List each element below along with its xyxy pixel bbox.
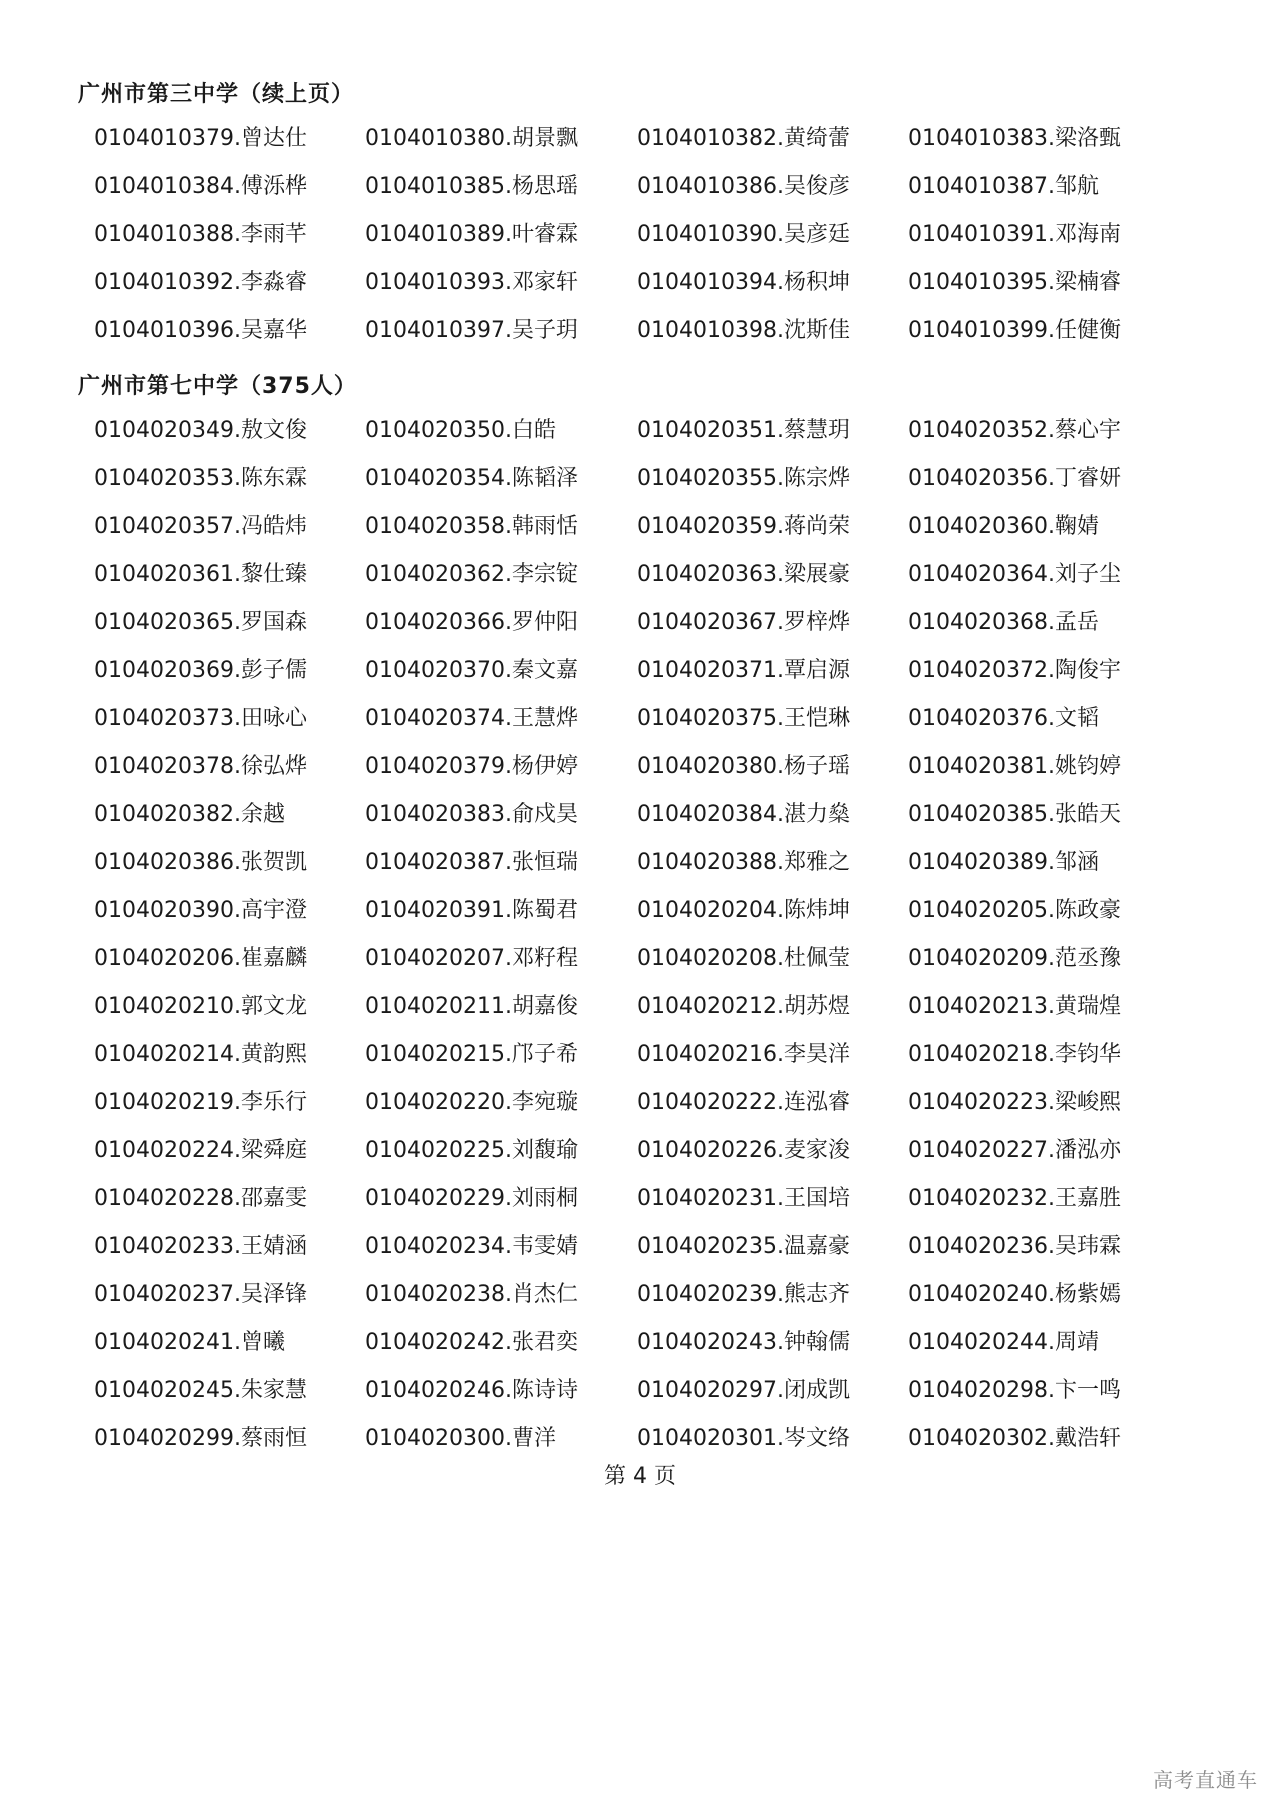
list-item: 0104020381.姚钧婷 xyxy=(908,754,1121,779)
list-item: 0104020240.杨紫嫣 xyxy=(908,1282,1121,1307)
list-item: 0104020368.孟岳 xyxy=(908,610,1099,635)
list-item: 0104020387.张恒瑞 xyxy=(365,850,578,875)
list-item: 0104020385.张皓天 xyxy=(908,802,1121,827)
list-item: 0104020299.蔡雨恒 xyxy=(94,1426,307,1451)
list-row xyxy=(94,704,1214,752)
list-row xyxy=(94,416,1214,464)
list-item: 0104010389.叶睿霖 xyxy=(365,222,578,247)
list-item: 0104020365.罗国森 xyxy=(94,610,307,635)
list-item: 0104020222.连泓睿 xyxy=(637,1090,850,1115)
list-item: 0104020373.田咏心 xyxy=(94,706,307,731)
list-item: 0104020239.熊志齐 xyxy=(637,1282,850,1307)
list-row xyxy=(94,220,1214,268)
list-item: 0104020214.黄韵熙 xyxy=(94,1042,307,1067)
list-item: 0104010391.邓海南 xyxy=(908,222,1121,247)
list-item: 0104010393.邓家轩 xyxy=(365,270,578,295)
list-row xyxy=(94,268,1214,316)
list-row xyxy=(94,1136,1214,1184)
list-item: 0104020364.刘子尘 xyxy=(908,562,1121,587)
list-item: 0104020235.温嘉豪 xyxy=(637,1234,850,1259)
list-item: 0104020359.蒋尚荣 xyxy=(637,514,850,539)
list-item: 0104020391.陈蜀君 xyxy=(365,898,578,923)
list-row xyxy=(94,896,1214,944)
list-item: 0104020210.郭文龙 xyxy=(94,994,307,1019)
list-item: 0104020225.刘馥瑜 xyxy=(365,1138,578,1163)
list-item: 0104020390.高宇澄 xyxy=(94,898,307,923)
list-item: 0104010397.吴子玥 xyxy=(365,318,578,343)
list-item: 0104020357.冯皓炜 xyxy=(94,514,307,539)
list-item: 0104020389.邹涵 xyxy=(908,850,1099,875)
list-row xyxy=(94,1232,1214,1280)
list-item: 0104020224.梁舜庭 xyxy=(94,1138,307,1163)
list-item: 0104020231.王国培 xyxy=(637,1186,850,1211)
list-row xyxy=(94,512,1214,560)
list-row xyxy=(94,848,1214,896)
list-item: 0104010399.任健衡 xyxy=(908,318,1121,343)
list-row xyxy=(94,124,1214,172)
list-item: 0104020380.杨子瑶 xyxy=(637,754,850,779)
list-item: 0104020301.岑文络 xyxy=(637,1426,850,1451)
list-item: 0104020383.俞戍昊 xyxy=(365,802,578,827)
list-item: 0104010392.李淼睿 xyxy=(94,270,307,295)
list-row xyxy=(94,608,1214,656)
list-row xyxy=(94,1328,1214,1376)
list-item: 0104020233.王婧涵 xyxy=(94,1234,307,1259)
list-row xyxy=(94,1376,1214,1424)
list-row xyxy=(94,464,1214,512)
list-item: 0104020370.秦文嘉 xyxy=(365,658,578,683)
list-row xyxy=(94,172,1214,220)
list-item: 0104020218.李钧华 xyxy=(908,1042,1121,1067)
list-item: 0104020244.周靖 xyxy=(908,1330,1099,1355)
name-list xyxy=(94,416,1214,1472)
list-item: 0104010384.傅泺桦 xyxy=(94,174,307,199)
list-item: 0104010386.吴俊彦 xyxy=(637,174,850,199)
list-item: 0104020237.吴泽锋 xyxy=(94,1282,307,1307)
list-item: 0104020212.胡苏煜 xyxy=(637,994,850,1019)
list-item: 0104010396.吴嘉华 xyxy=(94,318,307,343)
list-item: 0104020361.黎仕臻 xyxy=(94,562,307,587)
list-item: 0104020208.杜佩莹 xyxy=(637,946,850,971)
list-item: 0104020246.陈诗诗 xyxy=(365,1378,578,1403)
list-item: 0104020349.敖文俊 xyxy=(94,418,307,443)
list-item: 0104020242.张君奕 xyxy=(365,1330,578,1355)
list-item: 0104010387.邹航 xyxy=(908,174,1099,199)
list-item: 0104020355.陈宗烨 xyxy=(637,466,850,491)
list-item: 0104010379.曾达仕 xyxy=(94,126,307,151)
list-item: 0104020216.李昊洋 xyxy=(637,1042,850,1067)
watermark: 高考直通车 xyxy=(1153,1768,1258,1792)
list-item: 0104020234.韦雯婧 xyxy=(365,1234,578,1259)
section-title: 广州市第七中学（375人） xyxy=(78,374,357,399)
list-item: 0104020369.彭子儒 xyxy=(94,658,307,683)
list-item: 0104010382.黄绮蕾 xyxy=(637,126,850,151)
list-row xyxy=(94,752,1214,800)
list-row xyxy=(94,800,1214,848)
list-item: 0104020382.余越 xyxy=(94,802,285,827)
list-item: 0104010385.杨思瑶 xyxy=(365,174,578,199)
list-item: 0104010383.梁洛甄 xyxy=(908,126,1121,151)
list-item: 0104010398.沈斯佳 xyxy=(637,318,850,343)
list-item: 0104020375.王恺琳 xyxy=(637,706,850,731)
list-row xyxy=(94,316,1214,364)
list-item: 0104020388.郑雅之 xyxy=(637,850,850,875)
list-item: 0104020302.戴浩轩 xyxy=(908,1426,1121,1451)
list-item: 0104020366.罗仲阳 xyxy=(365,610,578,635)
list-item: 0104020367.罗梓烨 xyxy=(637,610,850,635)
list-item: 0104020220.李宛璇 xyxy=(365,1090,578,1115)
list-item: 0104020353.陈东霖 xyxy=(94,466,307,491)
list-item: 0104010380.胡景飘 xyxy=(365,126,578,151)
list-item: 0104020352.蔡心宇 xyxy=(908,418,1121,443)
list-item: 0104020386.张贺凯 xyxy=(94,850,307,875)
list-item: 0104020219.李乐行 xyxy=(94,1090,307,1115)
list-row xyxy=(94,1280,1214,1328)
list-row xyxy=(94,944,1214,992)
list-item: 0104010395.梁楠睿 xyxy=(908,270,1121,295)
list-item: 0104020358.韩雨恬 xyxy=(365,514,578,539)
list-item: 0104020245.朱家慧 xyxy=(94,1378,307,1403)
list-item: 0104020300.曹洋 xyxy=(365,1426,556,1451)
list-item: 0104020205.陈政豪 xyxy=(908,898,1121,923)
list-item: 0104020298.卞一鸣 xyxy=(908,1378,1121,1403)
list-item: 0104020371.覃启源 xyxy=(637,658,850,683)
list-row xyxy=(94,656,1214,704)
list-item: 0104020243.钟翰儒 xyxy=(637,1330,850,1355)
list-item: 0104020360.鞠婧 xyxy=(908,514,1099,539)
list-item: 0104020350.白皓 xyxy=(365,418,556,443)
list-item: 0104020227.潘泓亦 xyxy=(908,1138,1121,1163)
list-item: 0104010394.杨积坤 xyxy=(637,270,850,295)
list-item: 0104020372.陶俊宇 xyxy=(908,658,1121,683)
name-list xyxy=(94,124,1214,364)
list-item: 0104020374.王慧烨 xyxy=(365,706,578,731)
list-row xyxy=(94,992,1214,1040)
list-item: 0104020211.胡嘉俊 xyxy=(365,994,578,1019)
list-item: 0104020238.肖杰仁 xyxy=(365,1282,578,1307)
list-item: 0104020356.丁睿妍 xyxy=(908,466,1121,491)
list-item: 0104010390.吴彦廷 xyxy=(637,222,850,247)
list-item: 0104020379.杨伊婷 xyxy=(365,754,578,779)
list-item: 0104020213.黄瑞煌 xyxy=(908,994,1121,1019)
list-item: 0104020362.李宗锭 xyxy=(365,562,578,587)
list-row xyxy=(94,1088,1214,1136)
list-item: 0104020378.徐弘烨 xyxy=(94,754,307,779)
list-item: 0104020228.邵嘉雯 xyxy=(94,1186,307,1211)
list-item: 0104020229.刘雨桐 xyxy=(365,1186,578,1211)
list-item: 0104020363.梁展豪 xyxy=(637,562,850,587)
page-number: 第 4 页 xyxy=(604,1464,676,1489)
list-item: 0104010388.李雨芊 xyxy=(94,222,307,247)
list-item: 0104020376.文韬 xyxy=(908,706,1099,731)
list-item: 0104020354.陈韬泽 xyxy=(365,466,578,491)
list-item: 0104020204.陈炜坤 xyxy=(637,898,850,923)
list-item: 0104020209.范丞豫 xyxy=(908,946,1121,971)
list-item: 0104020297.闭成凯 xyxy=(637,1378,850,1403)
list-item: 0104020241.曾曦 xyxy=(94,1330,285,1355)
list-item: 0104020206.崔嘉麟 xyxy=(94,946,307,971)
list-item: 0104020232.王嘉胜 xyxy=(908,1186,1121,1211)
list-item: 0104020226.麦家浚 xyxy=(637,1138,850,1163)
list-item: 0104020236.吴玮霖 xyxy=(908,1234,1121,1259)
list-item: 0104020351.蔡慧玥 xyxy=(637,418,850,443)
list-row xyxy=(94,560,1214,608)
section-title: 广州市第三中学（续上页） xyxy=(78,82,355,107)
list-item: 0104020215.邝子希 xyxy=(365,1042,578,1067)
list-item: 0104020207.邓籽程 xyxy=(365,946,578,971)
list-item: 0104020223.梁峻熙 xyxy=(908,1090,1121,1115)
list-row xyxy=(94,1040,1214,1088)
list-row xyxy=(94,1184,1214,1232)
list-item: 0104020384.湛力燊 xyxy=(637,802,850,827)
